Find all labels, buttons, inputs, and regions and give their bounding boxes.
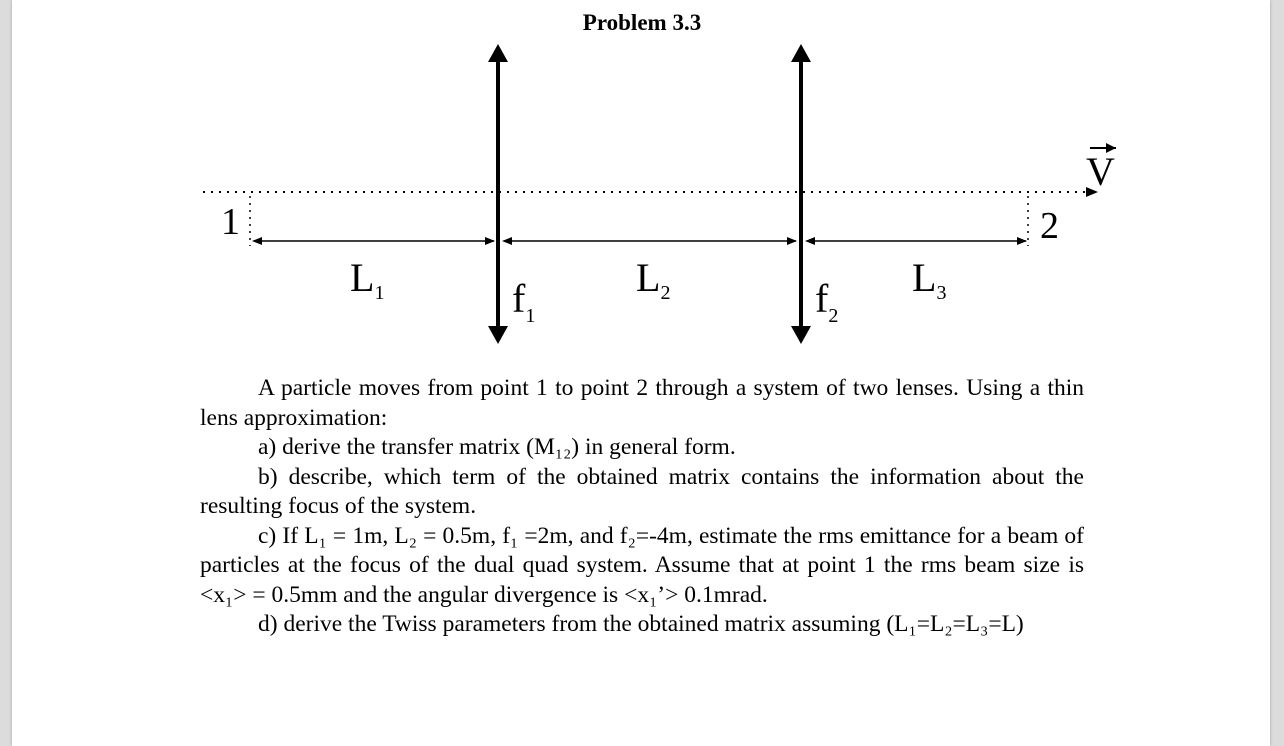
L1-dimension-arrowtail bbox=[252, 237, 262, 245]
lens-system-diagram bbox=[0, 0, 1284, 360]
L2-letter: L bbox=[636, 255, 661, 300]
point1-label: 1 bbox=[221, 201, 240, 243]
point2-label: 2 bbox=[1040, 205, 1059, 247]
f2-label bbox=[815, 276, 838, 327]
f1-label bbox=[512, 276, 535, 327]
lens1-bottom-arrow bbox=[488, 326, 508, 344]
lens2-bottom-arrow bbox=[791, 326, 811, 344]
L1-letter: L bbox=[350, 255, 375, 300]
document-page bbox=[12, 0, 1270, 746]
L3-label bbox=[912, 255, 946, 304]
lens1-top-arrow bbox=[488, 44, 508, 62]
part-d: d) derive the Twiss parameters from the obtained matrix assuming (L₁=L₂=L₃=L) bbox=[258, 611, 1024, 637]
L1-subscript: 1 bbox=[374, 282, 385, 304]
problem-statement bbox=[200, 374, 1084, 640]
L2-label bbox=[636, 255, 670, 304]
f2-subscript: 2 bbox=[828, 305, 839, 327]
L2-dimension-arrowtail bbox=[502, 237, 512, 245]
L3-subscript: 3 bbox=[936, 282, 947, 304]
L3-dimension-arrowtail bbox=[805, 237, 815, 245]
part-b: b) describe, which term of the obtained matrix contains the information about the resulting focus of the system. bbox=[200, 463, 1084, 519]
lens2-top-arrow bbox=[791, 44, 811, 62]
problem-title: Problem 3.3 bbox=[582, 10, 702, 35]
f2-letter: f bbox=[815, 276, 829, 321]
f1-letter: f bbox=[512, 276, 526, 321]
L1-label bbox=[350, 255, 384, 304]
problem-intro: A particle moves from point 1 to point 2 through a system of two lenses. Using a thin lens approximation: bbox=[200, 375, 1084, 431]
L2-subscript: 2 bbox=[660, 282, 671, 304]
part-a: a) derive the transfer matrix (M₁₂) in general form. bbox=[258, 434, 736, 460]
f1-subscript: 1 bbox=[525, 305, 536, 327]
velocity-label: V bbox=[1086, 149, 1115, 194]
L3-letter: L bbox=[912, 255, 937, 300]
part-c: c) If L₁ = 1m, L₂ = 0.5m, f₁ =2m, and f₂=-4m, estimate the rms emittance for a beam of particles at the focus of the dual quad system. Assume that at point 1 the rms beam size is <x₁> = 0.5mm and the angular divergence is <x₁’> 0.1mrad. bbox=[200, 522, 1084, 608]
